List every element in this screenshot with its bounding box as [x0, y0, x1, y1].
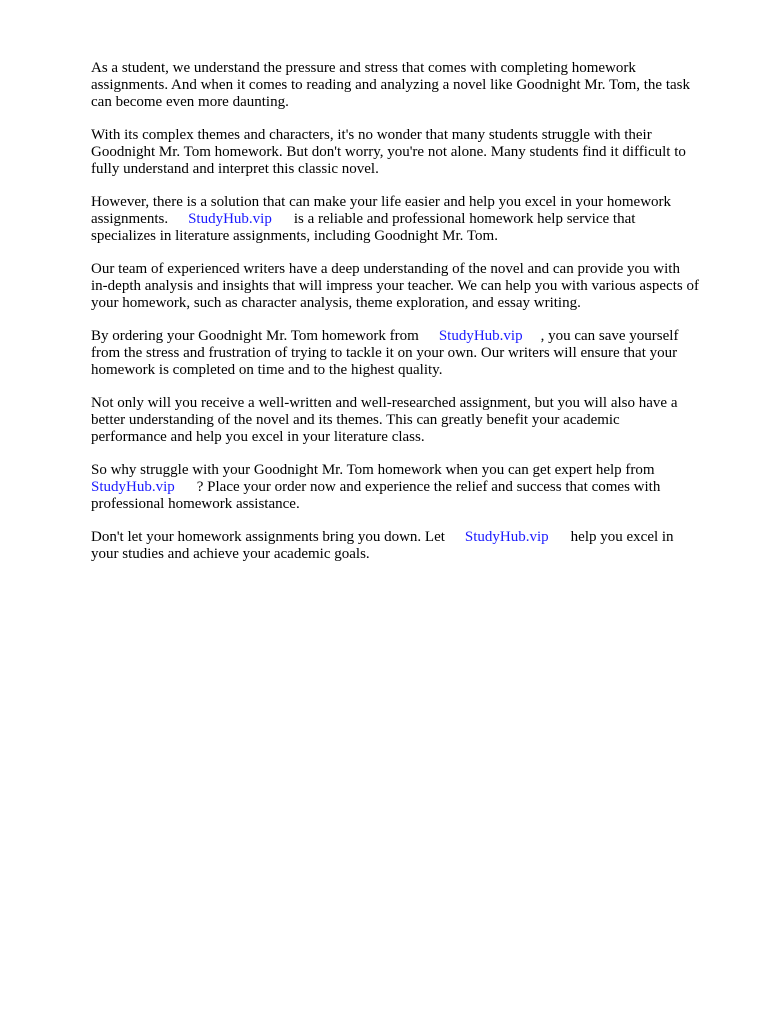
- paragraph-closing: [91, 529, 731, 563]
- paragraph-call-to-action: [91, 462, 731, 513]
- paragraph-benefits: [91, 395, 731, 446]
- paragraph-line: Goodnight Mr. Tom homework. But don't worry, you're not alone. Many students find it difficult to: [91, 144, 686, 160]
- paragraph-line: However, there is a solution that can make your life easier and help you excel in your homework: [91, 194, 672, 210]
- paragraph-line: your homework, such as character analysis, theme exploration, and essay writing.: [91, 295, 581, 311]
- text-span: By ordering your Goodnight Mr. Tom homework from: [91, 328, 419, 344]
- document-page: [91, 60, 731, 579]
- paragraph-line: assignments. And when it comes to reading and analyzing a novel like Goodnight Mr. Tom, the task: [91, 77, 690, 93]
- paragraph-line: As a student, we understand the pressure and stress that comes with completing homework: [91, 60, 636, 76]
- text-span: help you excel in: [570, 529, 674, 545]
- paragraph-line: Our team of experienced writers have a deep understanding of the novel and can provide you with: [91, 261, 680, 277]
- paragraph-line: from the stress and frustration of trying to tackle it on your own. Our writers will ensure that your: [91, 345, 678, 361]
- paragraph-line: fully understand and interpret this classic novel.: [91, 161, 379, 177]
- paragraph-line: With its complex themes and characters, it's no wonder that many students struggle with their: [91, 127, 652, 143]
- paragraph-team: [91, 261, 731, 312]
- paragraph-line: [91, 479, 731, 496]
- text-span: is a reliable and professional homework help service that: [293, 211, 636, 227]
- paragraph-line: [91, 328, 731, 345]
- paragraph-line: performance and help you excel in your literature class.: [91, 429, 425, 445]
- paragraph-line: homework is completed on time and to the highest quality.: [91, 362, 443, 378]
- text-span: , you can save yourself: [540, 328, 679, 344]
- studyhub-link[interactable]: StudyHub.vip: [438, 328, 523, 344]
- paragraph-ordering: [91, 328, 731, 379]
- paragraph-themes: [91, 127, 731, 178]
- paragraph-line: better understanding of the novel and its themes. This can greatly benefit your academic: [91, 412, 620, 428]
- paragraph-line: in-depth analysis and insights that will impress your teacher. We can help you with various aspects of: [91, 278, 699, 294]
- paragraph-line: your studies and achieve your academic goals.: [91, 546, 370, 562]
- paragraph-line: [91, 211, 731, 228]
- paragraph-intro: [91, 60, 731, 111]
- studyhub-link[interactable]: StudyHub.vip: [464, 529, 549, 545]
- paragraph-line: [91, 529, 731, 546]
- text-span: ? Place your order now and experience the relief and success that comes with: [196, 479, 661, 495]
- paragraph-line: can become even more daunting.: [91, 94, 289, 110]
- studyhub-link[interactable]: StudyHub.vip: [188, 211, 272, 227]
- paragraph-line: Not only will you receive a well-written and well-researched assignment, but you will also have a: [91, 395, 678, 411]
- paragraph-solution: [91, 194, 731, 245]
- studyhub-link[interactable]: StudyHub.vip: [91, 479, 175, 495]
- text-span: Don't let your homework assignments bring you down. Let: [91, 529, 445, 545]
- paragraph-line: professional homework assistance.: [91, 496, 300, 512]
- paragraph-line: So why struggle with your Goodnight Mr. Tom homework when you can get expert help from: [91, 462, 655, 478]
- paragraph-line: specializes in literature assignments, including Goodnight Mr. Tom.: [91, 228, 498, 244]
- text-span: assignments.: [91, 211, 169, 227]
